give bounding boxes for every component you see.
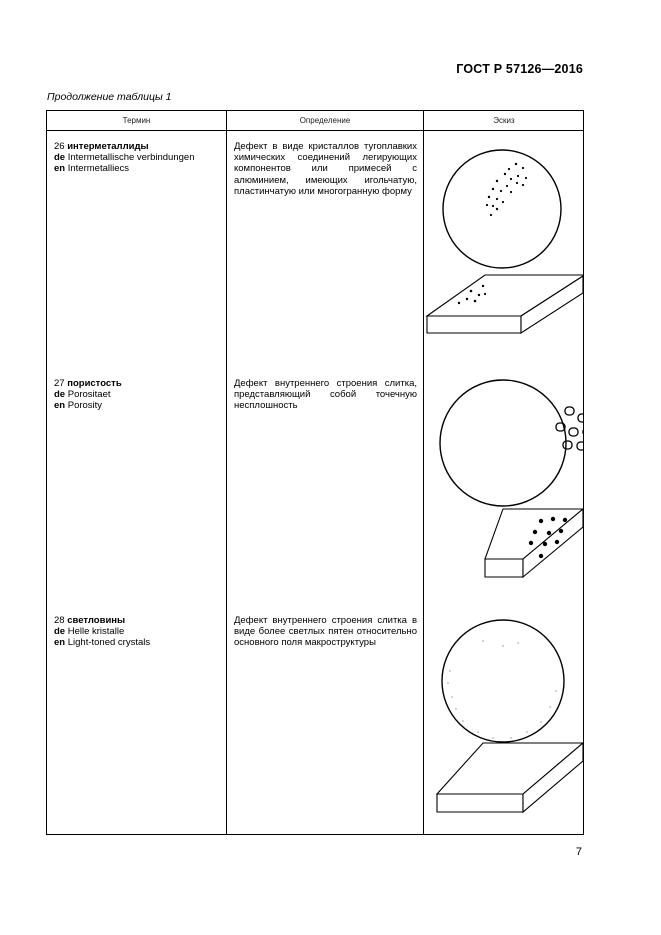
cross-section-circle [442,620,564,742]
term-en: Intermetalliecs [67,163,129,174]
light-spots [447,640,556,738]
term-de: Helle kristalle [67,626,125,637]
lang-label-de: de [54,626,66,637]
column-header-definition: Определение [299,116,351,125]
plate-block [485,509,583,577]
lang-label-de: de [54,152,66,163]
document-code: ГОСТ Р 57126—2016 [456,62,583,76]
light-toned-sketch [423,601,584,831]
page-number: 7 [575,846,582,858]
needle-crystals [486,163,527,216]
lang-label-en: en [54,637,66,648]
term-name: интерметаллиды [67,141,149,152]
term-cell [54,141,224,174]
column-divider [226,111,227,834]
cross-section-circle [440,380,566,506]
pores [556,407,584,450]
term-number: 26 [54,141,65,152]
plate-block [427,275,583,333]
column-header-sketch: Эскиз [493,116,515,125]
term-en: Light-toned crystals [67,637,151,648]
terms-table [46,110,584,835]
term-name: светловины [67,615,126,626]
term-cell [54,378,224,411]
term-de: Intermetallische verbindungen [67,152,195,163]
column-header-term: Термин [122,116,151,125]
cross-section-circle [443,150,561,268]
intermetallic-sketch [423,131,584,361]
term-number: 27 [54,378,65,389]
definition-cell: Дефект внутреннего строения слитка, представляющий собой точечную несплошность [234,378,417,412]
lang-label-en: en [54,400,66,411]
lang-label-en: en [54,163,66,174]
porosity-sketch [423,366,584,596]
term-cell [54,615,224,648]
table-caption: Продолжение таблицы 1 [47,91,172,103]
definition-cell: Дефект в виде кристаллов тугоплавких химических соединений легирующих компонентов или примесей с алюминием, имеющих игольчатую, пластинчатую или многогранную форму [234,141,417,197]
lang-label-de: de [54,389,66,400]
term-name: пористость [67,378,122,389]
term-de: Porositaet [67,389,111,400]
term-en: Porosity [67,400,103,411]
definition-cell: Дефект внутреннего строения слитка в виде более светлых пятен относительно основного поля макроструктуры [234,615,417,649]
term-number: 28 [54,615,65,626]
plate-block [437,743,583,812]
